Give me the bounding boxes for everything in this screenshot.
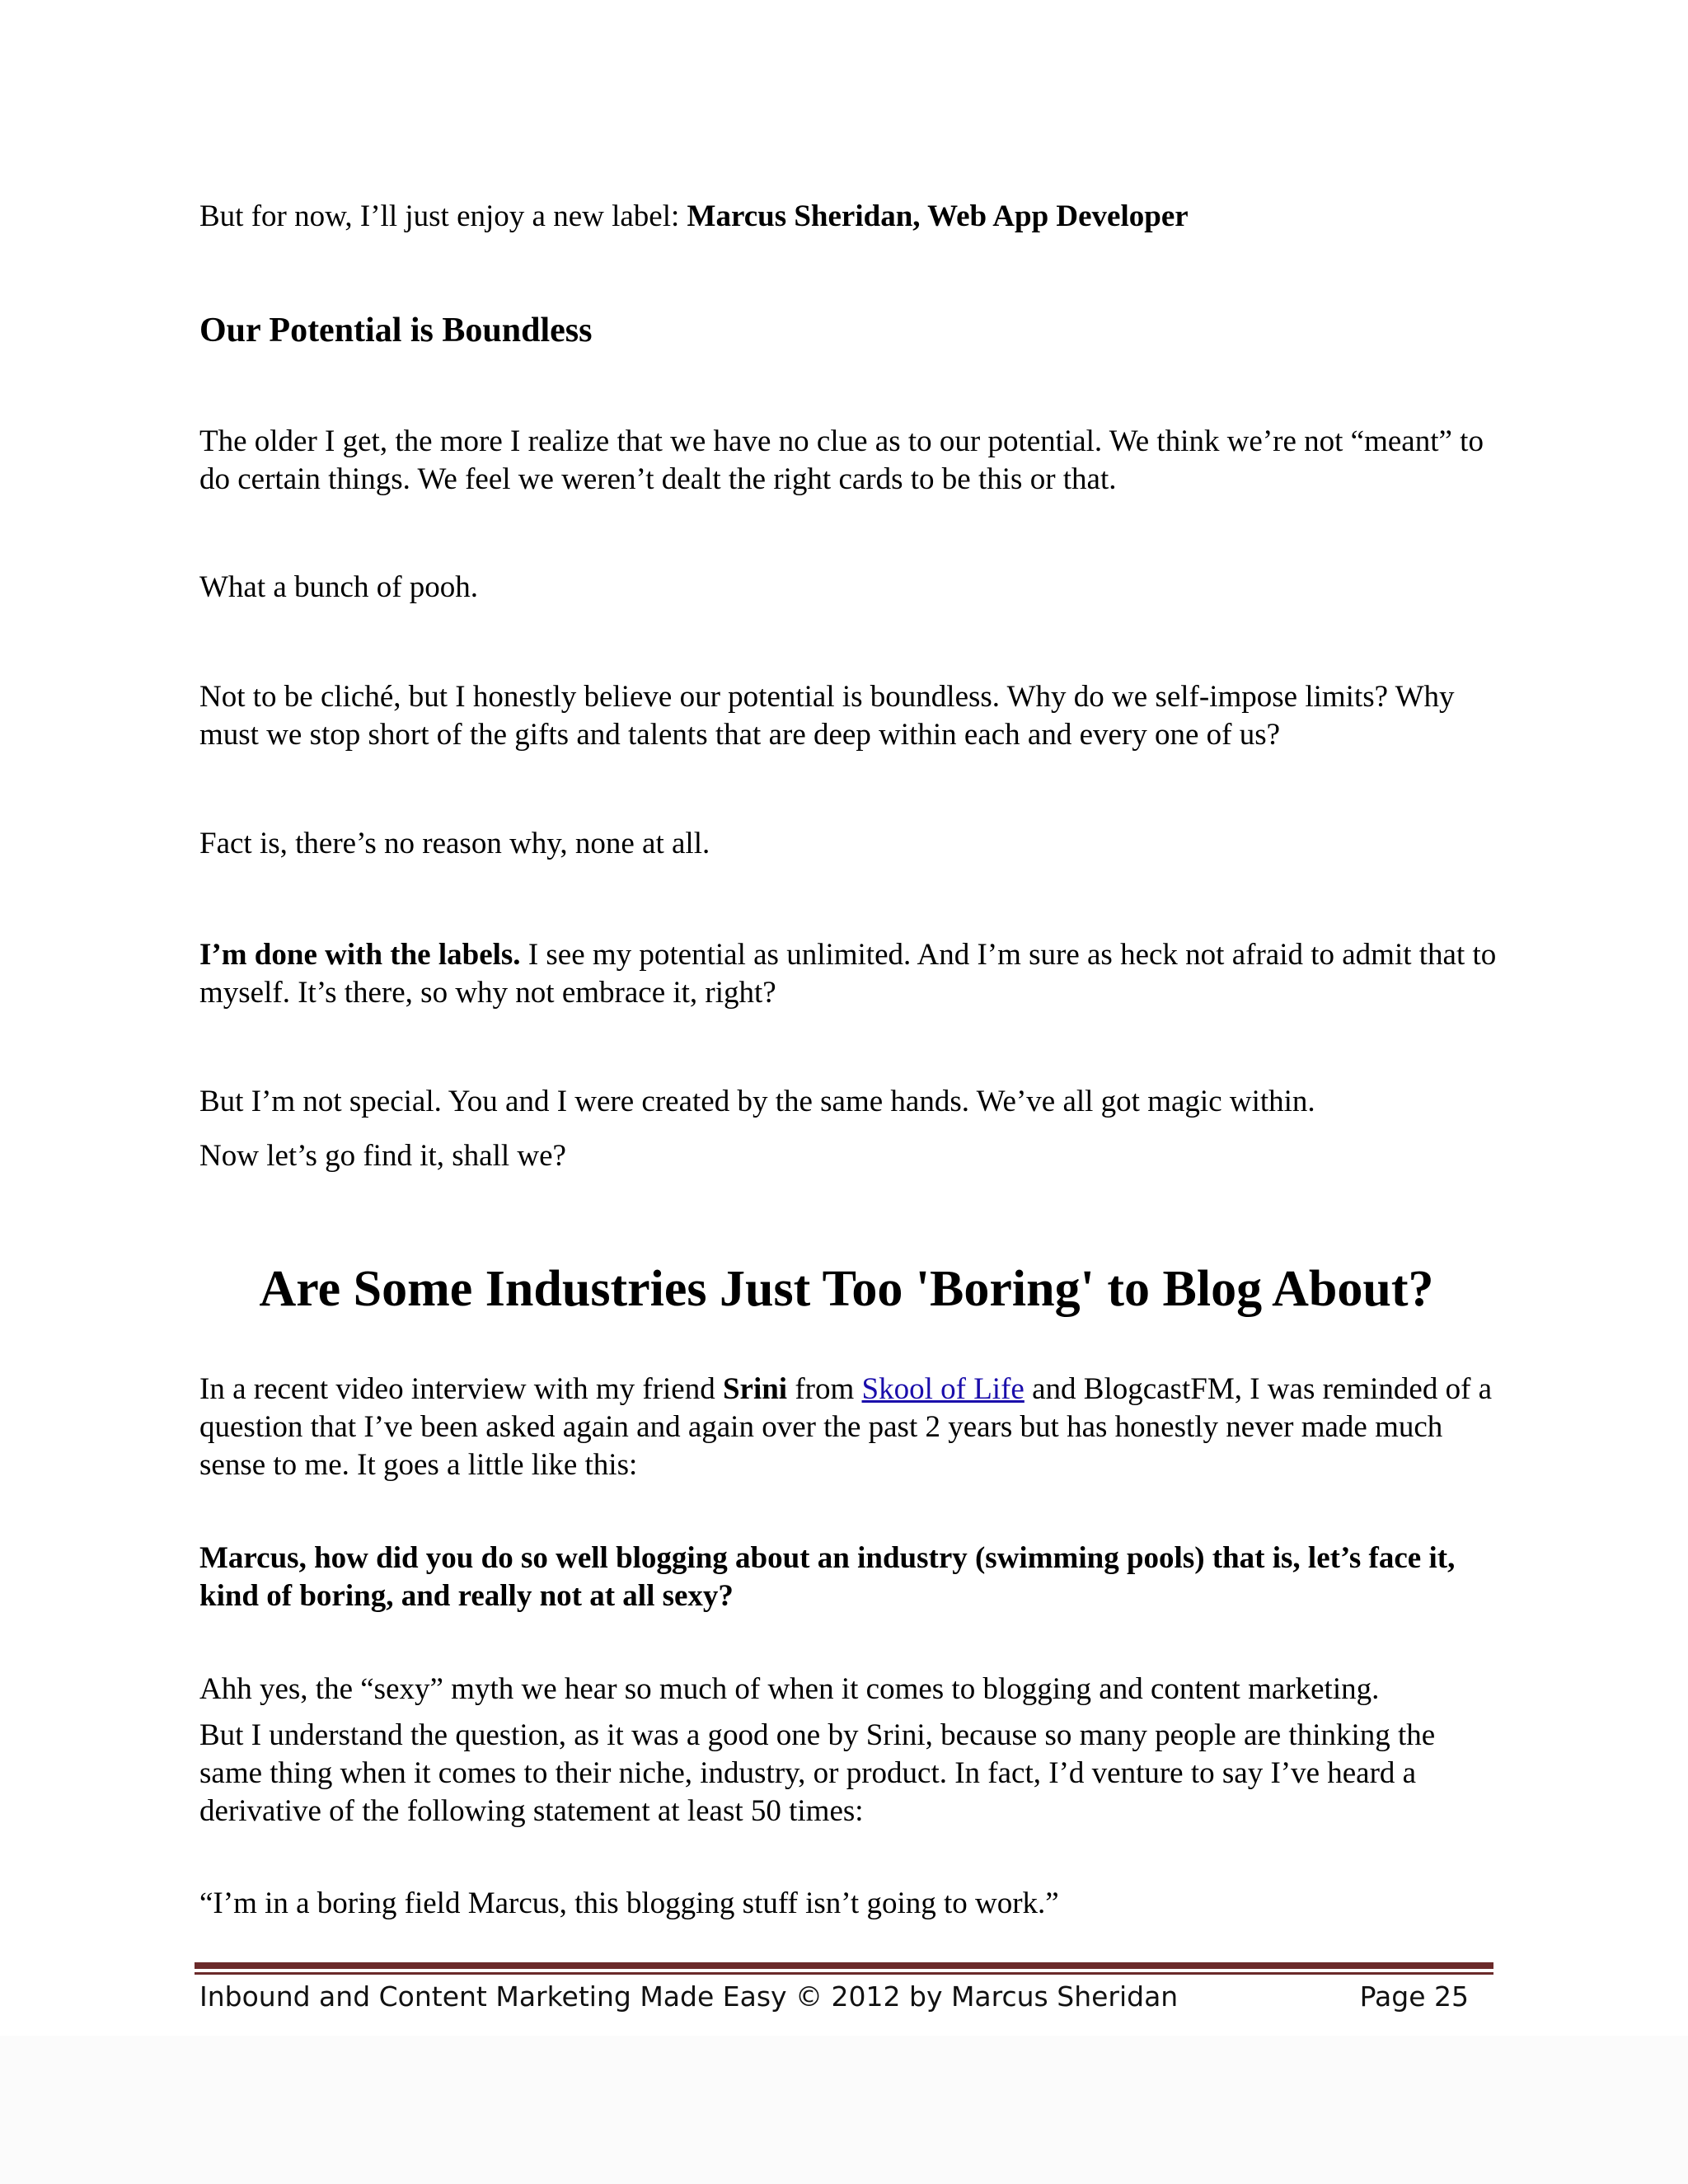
interview-text-a: In a recent video interview with my friend (199, 1372, 723, 1406)
question-paragraph (199, 1540, 1502, 1615)
quote-paragraph (199, 1885, 1502, 1923)
chapter-title: Are Some Industries Just Too 'Boring' to Blog About? (259, 1261, 1434, 1317)
paragraph-text: But I understand the question, as it was a good one by Srini, because so many people are thinking the same thing when it comes to their niche, industry, or product. In fact, I’d venture to say I’ve heard a derivative of the following statement at least 50 times: (199, 1718, 1436, 1828)
page-number: Page 25 (1359, 1980, 1469, 2013)
section-heading-potential: Our Potential is Boundless (199, 312, 593, 349)
paragraph-text: Not to be cliché, but I honestly believe our potential is boundless. Why do we self-impose limits? Why must we stop short of the gifts and talents that are deep within each and every one of us? (199, 680, 1455, 752)
paragraph-fact (199, 825, 1502, 863)
paragraph-text: Fact is, there’s no reason why, none at all. (199, 827, 710, 860)
paragraph-text: Now let’s go find it, shall we? (199, 1139, 566, 1173)
labels-text: I see my potential as unlimited. And I’m sure as heck not afraid to admit that to myself. It’s there, so why not embrace it, right? (199, 938, 1497, 1010)
paragraph-not-special (199, 1083, 1502, 1121)
skool-of-life-link[interactable]: Skool of Life (861, 1372, 1025, 1406)
quote-text: “I’m in a boring field Marcus, this blogging stuff isn’t going to work.” (199, 1886, 1059, 1920)
paragraph-find-it (199, 1137, 1502, 1175)
paragraph-sexy-myth (199, 1671, 1502, 1708)
interview-text-b: from (787, 1372, 862, 1406)
paragraph-understand (199, 1717, 1502, 1830)
intro-paragraph (199, 198, 1502, 236)
page-bottom-area (0, 2036, 1688, 2184)
footer-copyright: Inbound and Content Marketing Made Easy © 2012 by Marcus Sheridan (199, 1980, 1179, 2013)
paragraph-boundless (199, 678, 1502, 754)
footer-rule-thin (195, 1972, 1493, 1975)
intro-bold-label: Marcus Sheridan, Web App Developer (687, 199, 1189, 233)
paragraph-text: What a bunch of pooh. (199, 570, 479, 604)
paragraph-potential-1 (199, 423, 1502, 499)
paragraph-interview (199, 1371, 1502, 1484)
question-text: Marcus, how did you do so well blogging about an industry (swimming pools) that is, let’s face it, kind of boring, and really not at all sexy? (199, 1541, 1456, 1613)
srini-name: Srini (722, 1372, 788, 1406)
paragraph-text: The older I get, the more I realize that we have no clue as to our potential. We think we’re not “meant” to do certain things. We feel we weren’t dealt the right cards to be this or that. (199, 424, 1484, 496)
paragraph-text: Ahh yes, the “sexy” myth we hear so much of when it comes to blogging and content marketing. (199, 1672, 1380, 1706)
paragraph-text: But I’m not special. You and I were created by the same hands. We’ve all got magic within. (199, 1085, 1315, 1118)
paragraph-pooh (199, 569, 1502, 607)
labels-bold: I’m done with the labels. (199, 938, 521, 972)
footer-rule-thick (195, 1962, 1493, 1969)
interview-text-c: and BlogcastFM, I was reminded of a question that I’ve been asked again and again over the past 2 years but has honestly never made much sense to me. It goes a little like this: (199, 1372, 1493, 1482)
intro-text: But for now, I’ll just enjoy a new label: (199, 199, 687, 233)
paragraph-labels (199, 936, 1502, 1012)
